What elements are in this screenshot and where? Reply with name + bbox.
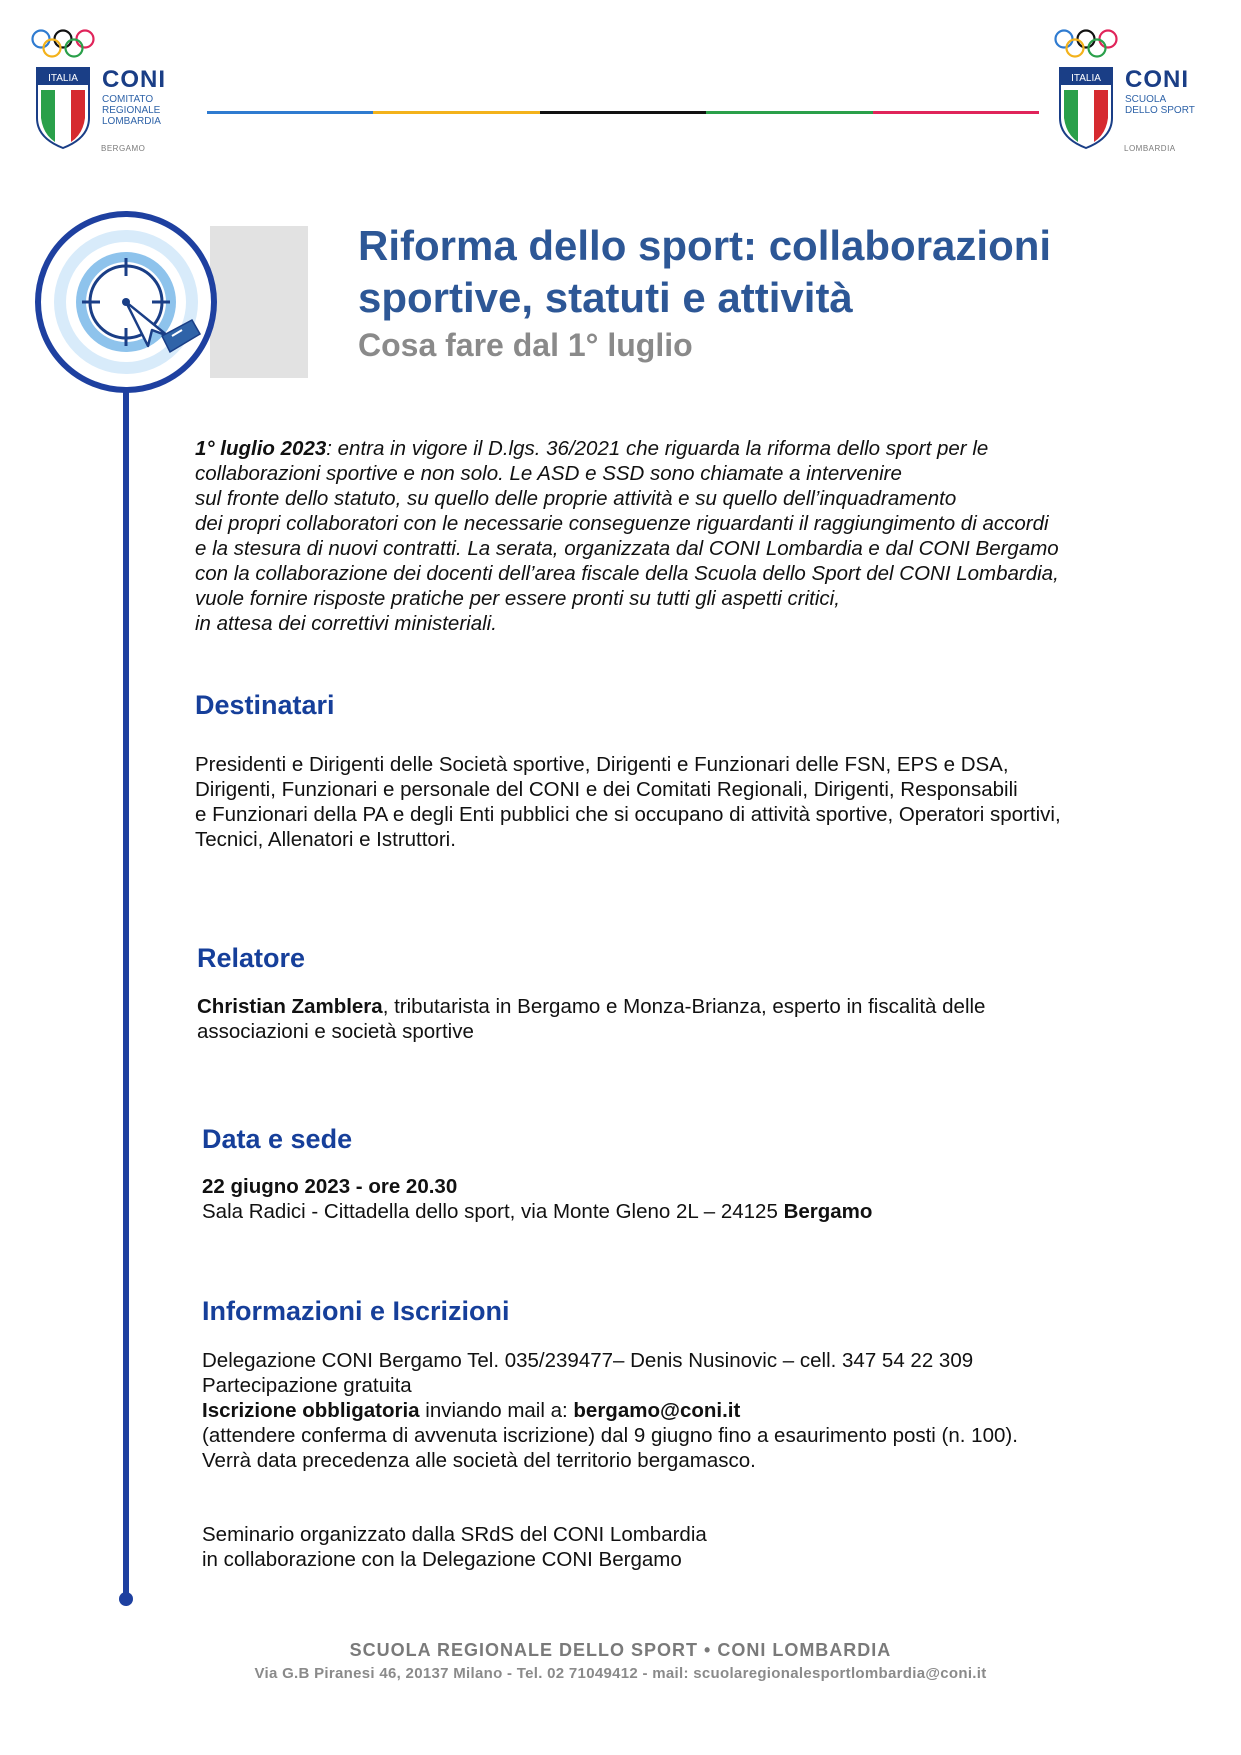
- organizer-text: Seminario organizzato dalla SRdS del CONI Lombardia in collaborazione con la Delegazione CONI Bergamo: [202, 1523, 707, 1571]
- olympic-rings-icon: [30, 28, 96, 60]
- footer-address: Via G.B Piranesi 46, 20137 Milano - Tel. 02 71049412 - mail: scuolaregionalesportlombardia@coni.it: [254, 1665, 987, 1682]
- destinatari-heading: Destinatari: [195, 690, 335, 720]
- footer-title: SCUOLA REGIONALE DELLO SPORT • CONI LOMBARDIA: [349, 1640, 892, 1660]
- relatore-text: Christian Zamblera, tributarista in Bergamo e Monza-Brianza, esperto in fiscalità delle associazioni e società sportive: [197, 995, 986, 1043]
- logo-place: BERGAMO: [101, 144, 146, 153]
- intro-date: 1° luglio 2023: [195, 437, 327, 460]
- info-text: Delegazione CONI Bergamo Tel. 035/239477– Denis Nusinovic – cell. 347 54 22 309 Partecipazione gratuita Iscrizione obbligatoria inviando mail a: bergamo@coni.it (attendere conferma di avvenuta iscrizione) dal 9 giugno fino a esaurimento posti (n. 100). Verrà data precedenza alle società del territorio bergamasco.: [202, 1349, 1018, 1472]
- page-subtitle: Cosa fare dal 1° luglio: [358, 327, 693, 363]
- event-city: Bergamo: [783, 1200, 873, 1223]
- registration-required: Iscrizione obbligatoria: [202, 1399, 420, 1422]
- svg-text:ITALIA: ITALIA: [48, 73, 78, 84]
- logo-place: LOMBARDIA: [1124, 144, 1176, 153]
- data-sede-text: 22 giugno 2023 - ore 20.30 Sala Radici - Cittadella dello sport, via Monte Gleno 2L – 24125 Bergamo: [202, 1175, 873, 1223]
- target-cursor-icon: [30, 208, 310, 398]
- info-heading: Informazioni e Iscrizioni: [202, 1296, 510, 1326]
- italia-shield-icon: [35, 66, 91, 150]
- coni-lombardia-logo: [30, 28, 170, 158]
- timeline-end-dot: [119, 1592, 133, 1606]
- coni-brand: CONI: [102, 66, 166, 93]
- relatore-name: Christian Zamblera: [197, 995, 383, 1018]
- event-date: 22 giugno 2023 - ore 20.30: [202, 1175, 458, 1198]
- italia-shield-icon: [1058, 66, 1114, 150]
- registration-email-link[interactable]: bergamo@coni.it: [573, 1399, 741, 1422]
- page-title: Riforma dello sport: collaborazioni sportive, statuti e attività: [358, 222, 1052, 321]
- coni-scuola-sport-logo: [1053, 28, 1193, 158]
- svg-text:ITALIA: ITALIA: [1071, 73, 1101, 84]
- logo-subtitle: COMITATO REGIONALE LOMBARDIA: [102, 94, 161, 127]
- intro-paragraph: 1° luglio 2023: entra in vigore il D.lgs. 36/2021 che riguarda la riforma dello sport per le collaborazioni sportive e non solo. Le ASD e SSD sono chiamate a intervenire sul fronte dello statuto, su quello delle proprie attività e su quello dell’inquadramento dei propri collaboratori con le necessarie conseguenze riguardanti il raggiungimento di accordi e la stesura di nuovi contratti. La serata, organizzata dal CONI Lombardia e dal CONI Bergamo con la collaborazione dei docenti dell’area fiscale della Scuola dello Sport del CONI Lombardia, vuole fornire risposte pratiche per essere pronti su tutti gli aspetti critici, in attesa dei correttivi ministeriali.: [195, 437, 1059, 635]
- logo-subtitle: SCUOLA DELLO SPORT: [1125, 94, 1195, 116]
- vertical-timeline: [123, 390, 129, 1598]
- coni-brand: CONI: [1125, 66, 1189, 93]
- olympic-color-divider: [207, 111, 1039, 114]
- destinatari-text: Presidenti e Dirigenti delle Società sportive, Dirigenti e Funzionari delle FSN, EPS e DSA, Dirigenti, Funzionari e personale del CONI e dei Comitati Regionali, Dirigenti, Responsabili e Funzionari della PA e degli Enti pubblici che si occupano di attività sportive, Operatori sportivi, Tecnici, Allenatori e Istruttori.: [195, 753, 1061, 851]
- relatore-heading: Relatore: [197, 943, 306, 973]
- olympic-rings-icon: [1053, 28, 1119, 60]
- data-sede-heading: Data e sede: [202, 1124, 353, 1154]
